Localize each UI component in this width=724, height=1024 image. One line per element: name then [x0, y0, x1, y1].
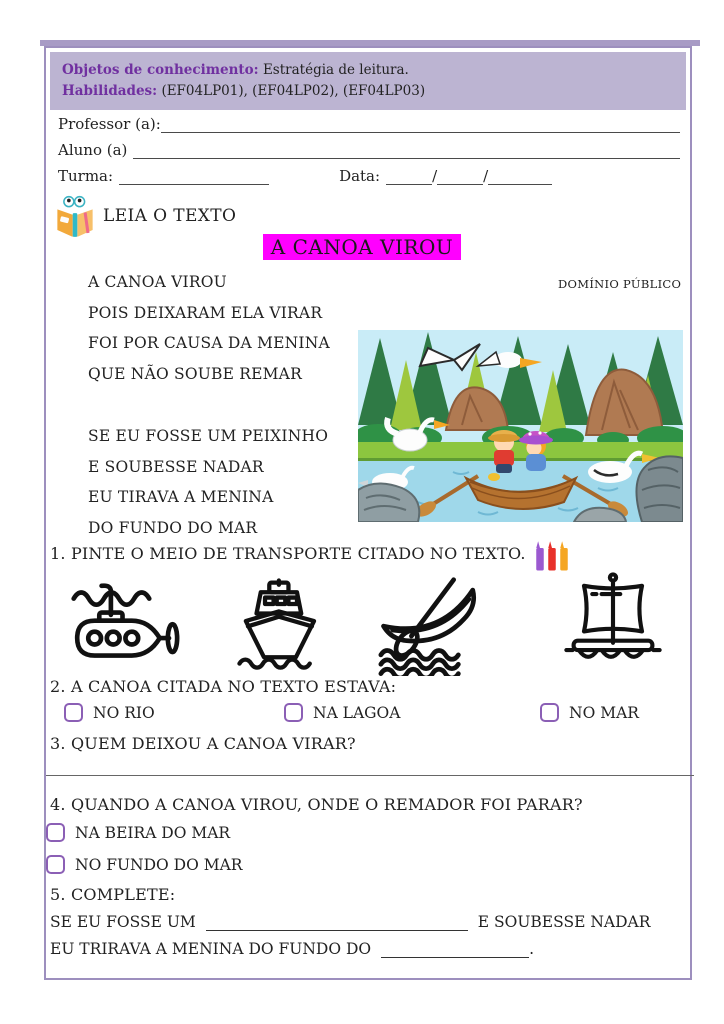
poem-line: FOI POR CAUSA DA MENINA — [88, 334, 330, 352]
data-month-field[interactable] — [437, 166, 483, 185]
aluno-field[interactable] — [133, 140, 680, 159]
habilidades-label: Habilidades: — [62, 83, 158, 99]
canoe-icon[interactable] — [362, 568, 496, 676]
professor-label: Professor (a): — [58, 115, 161, 133]
option-label: NO FUNDO DO MAR — [75, 855, 243, 874]
q5-blank-1[interactable] — [206, 913, 468, 931]
data-year-field[interactable] — [488, 166, 552, 185]
checkbox[interactable] — [46, 855, 65, 874]
data-day-field[interactable] — [386, 166, 432, 185]
poem-line: DO FUNDO DO MAR — [88, 519, 258, 537]
q5-line2-prefix: EU TRIRAVA A MENINA DO FUNDO DO — [50, 940, 372, 958]
professor-field[interactable] — [161, 114, 680, 133]
canoe-scene-illustration — [358, 330, 683, 522]
q5-line2 — [50, 940, 534, 958]
q5-line1-prefix: SE EU FOSSE UM — [50, 913, 196, 931]
checkbox[interactable] — [64, 703, 83, 722]
poem-line: POIS DEIXARAM ELA VIRAR — [88, 304, 323, 322]
q2-option-no-rio[interactable] — [64, 703, 155, 722]
poem-line: E SOUBESSE NADAR — [88, 458, 264, 476]
data-label: Data: — [339, 167, 381, 185]
turma-field[interactable] — [119, 166, 269, 185]
q4-option-na-beira[interactable] — [46, 823, 230, 842]
q1-text: 1. PINTE O MEIO DE TRANSPORTE CITADO NO TEXTO. — [50, 544, 526, 563]
q3-text: 3. QUEM DEIXOU A CANOA VIRAR? — [50, 734, 356, 753]
q5-line1 — [50, 913, 694, 931]
option-label: NO RIO — [93, 703, 155, 722]
habilidades-line — [62, 81, 674, 102]
poem-line: SE EU FOSSE UM PEIXINHO — [88, 427, 329, 445]
option-label: NA LAGOA — [313, 703, 401, 722]
title-wrap — [0, 235, 724, 259]
checkbox[interactable] — [540, 703, 559, 722]
poem-line: A CANOA VIROU — [88, 273, 227, 291]
habilidades-value: (EF04LP01), (EF04LP02), (EF04LP03) — [161, 83, 426, 99]
ship-icon[interactable] — [222, 572, 340, 670]
poem-line: QUE NÃO SOUBE REMAR — [88, 365, 302, 383]
turma-data-row — [58, 166, 680, 185]
q4-option-no-fundo[interactable] — [46, 855, 242, 874]
aluno-label: Aluno (a) — [58, 141, 128, 159]
aluno-row — [58, 140, 680, 159]
q2-text: 2. A CANOA CITADA NO TEXTO ESTAVA: — [50, 677, 397, 696]
submarine-icon[interactable] — [62, 580, 190, 666]
header-band — [50, 52, 686, 110]
text-title: A CANOA VIROU — [263, 234, 461, 260]
data-slash-2: / — [483, 167, 489, 185]
section-label: LEIA O TEXTO — [103, 206, 237, 226]
objetos-label: Objetos de conhecimento: — [62, 62, 259, 78]
option-label: NA BEIRA DO MAR — [75, 823, 231, 842]
option-label: NO MAR — [569, 703, 639, 722]
professor-row — [58, 114, 680, 133]
q5-line2-suffix: . — [529, 940, 535, 958]
poem-line: EU TIRAVA A MENINA — [88, 488, 274, 506]
q4-text: 4. QUANDO A CANOA VIROU, ONDE O REMADOR FOI PARAR? — [50, 795, 583, 814]
credit-text: DOMÍNIO PÚBLICO — [558, 277, 682, 291]
checkbox[interactable] — [46, 823, 65, 842]
objetos-value: Estratégia de leitura. — [262, 62, 409, 78]
q2-option-na-lagoa[interactable] — [284, 703, 400, 722]
data-slash-1: / — [432, 167, 438, 185]
objetos-line — [62, 60, 674, 81]
turma-label: Turma: — [58, 167, 114, 185]
checkbox[interactable] — [284, 703, 303, 722]
q5-text: 5. COMPLETE: — [50, 885, 176, 904]
q3-answer-line[interactable] — [46, 745, 694, 776]
q2-option-no-mar[interactable] — [540, 703, 639, 722]
q5-blank-2[interactable] — [381, 940, 529, 958]
sail-raft-icon[interactable] — [556, 568, 670, 672]
book-with-eyes-icon — [52, 194, 98, 240]
q5-line1-suffix: E SOUBESSE NADAR — [477, 913, 651, 931]
